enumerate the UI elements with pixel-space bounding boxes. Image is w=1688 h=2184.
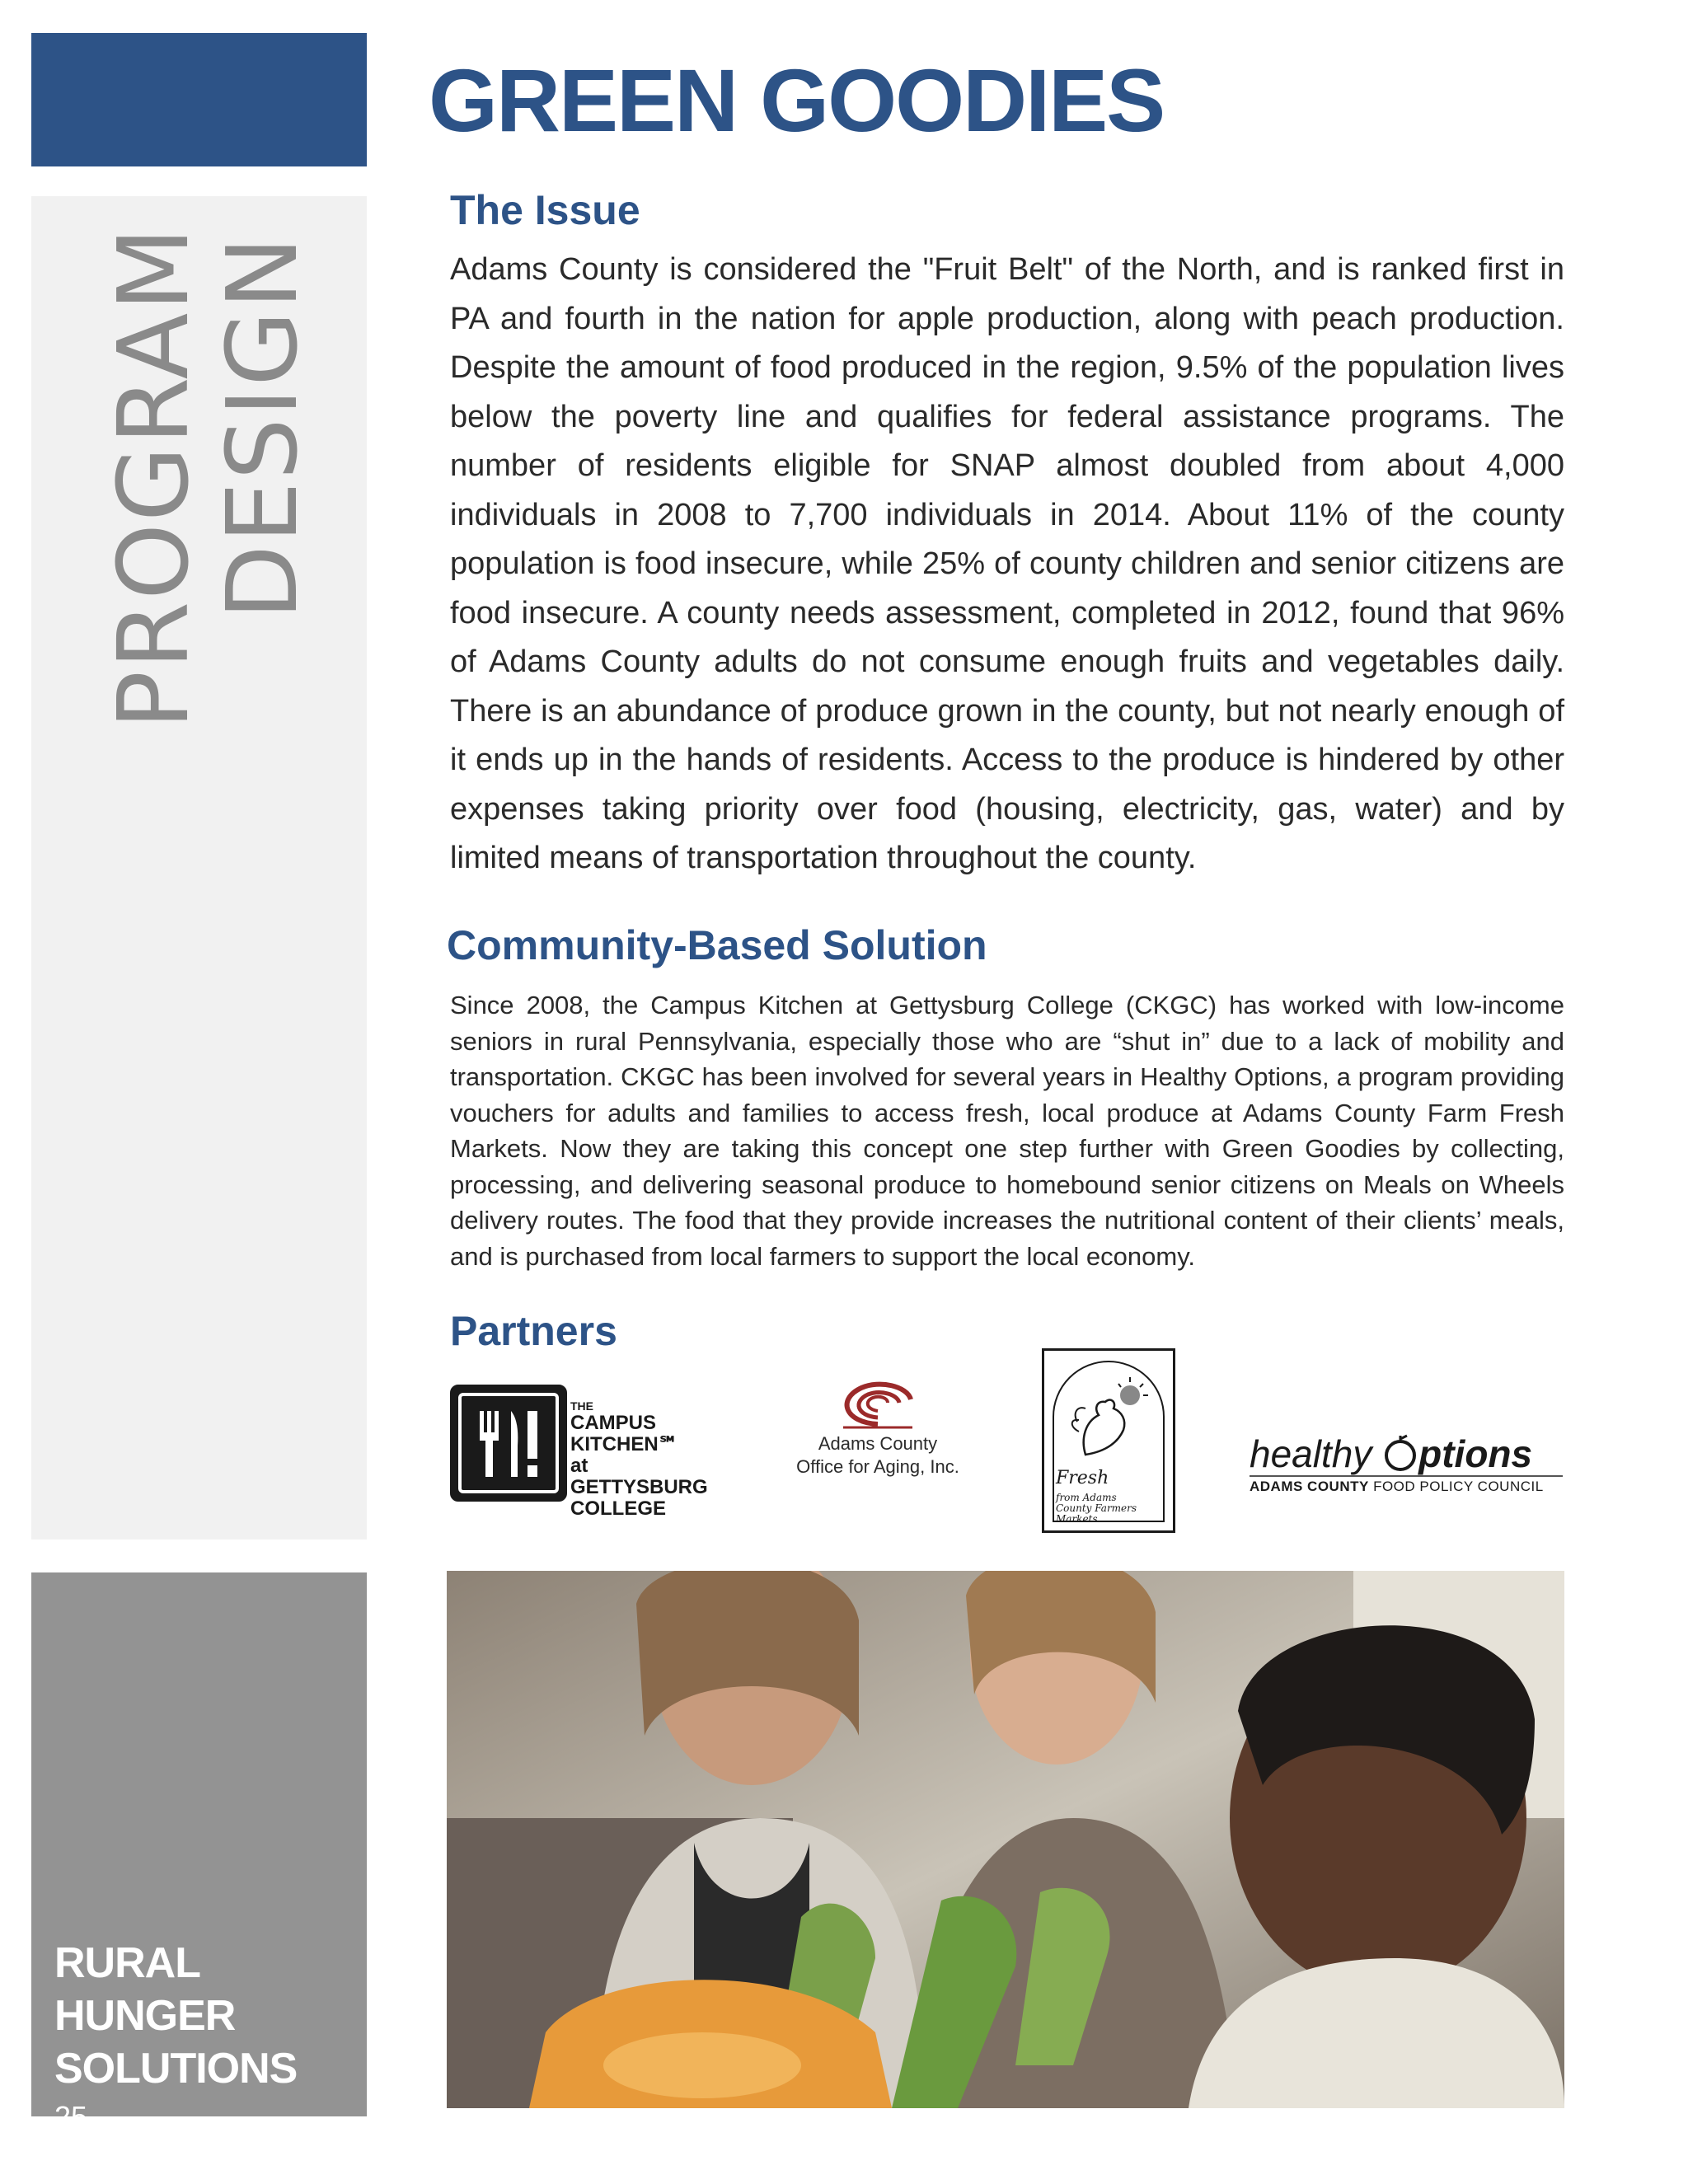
partners-heading: Partners	[450, 1308, 617, 1354]
office-for-aging-logo	[775, 1375, 981, 1498]
ck-line2: CAMPUS KITCHEN℠	[570, 1412, 679, 1455]
ck-line1: THE	[570, 1399, 593, 1413]
farmers-markets-logo	[1042, 1348, 1175, 1533]
vertical-title-line2: DESIGN	[205, 235, 319, 620]
volunteers-photo	[447, 1571, 1564, 2108]
healthy-options-logo	[1250, 1432, 1563, 1507]
apple-icon	[1382, 1434, 1418, 1472]
page-title: GREEN GOODIES	[429, 50, 1165, 150]
rooster-icon	[1061, 1372, 1160, 1463]
issue-heading: The Issue	[450, 187, 640, 233]
healthy-options-tagline	[1250, 1475, 1563, 1495]
page-number: 25	[54, 2100, 88, 2134]
fresh-label: Fresh	[1056, 1468, 1109, 1488]
healthy-word: healthy	[1250, 1432, 1372, 1475]
section-vertical-title	[96, 225, 346, 729]
report-title	[54, 1937, 359, 2095]
solution-paragraph: Since 2008, the Campus Kitchen at Gettysburg College (CKGC) has worked with low-income seniors in rural Pennsylvania, especially those who are “shut in” due to a lack of mobility and transportation. CKGC has been involved for several years in Healthy Options, a program providing vouchers for adults and families to access fresh, local produce at Adams County Farm Fresh Markets. Now they are taking this concept one step further with Green Goodies by collecting, processing, and delivering seasonal produce to homebound senior citizens on Meals on Wheels delivery routes. The food that they provide increases the nutritional content of their clients’ meals, and is purchased from local farmers to support the local economy.	[450, 991, 1564, 1271]
aging-line2: Office for Aging, Inc.	[796, 1456, 959, 1477]
swirl-icon	[828, 1375, 927, 1432]
aging-line1: Adams County	[818, 1433, 938, 1454]
fork-knife-icon	[450, 1385, 567, 1502]
ck-line4: COLLEGE	[570, 1497, 667, 1520]
report-title-line2: SOLUTIONS	[54, 2045, 298, 2093]
header-color-block	[31, 33, 367, 166]
fresh-sub: from Adams County Farmers Markets	[1056, 1492, 1137, 1525]
tagline-bold: ADAMS COUNTY	[1250, 1479, 1369, 1494]
campus-kitchen-logo	[450, 1385, 722, 1520]
tagline-rest: FOOD POLICY COUNCIL	[1368, 1479, 1544, 1494]
issue-paragraph: Adams County is considered the "Fruit Belt" of the North, and is ranked first in PA and fourth in the nation for apple production, along with peach production. Despite the amount of food produced in the region, 9.5% of the population lives below the poverty line and qualifies for federal assistance programs. The number of residents eligible for SNAP almost doubled from about 4,000 individuals in 2008 to 7,700 individuals in 2014. About 11% of the county population is food insecure, while 25% of county children and senior citizens are food insecure. A county needs assessment, completed in 2012, found that 96% of Adams County adults do not consume enough fruits and vegetables daily. There is an abundance of produce grown in the county, but not nearly enough of it ends up in the hands of residents. Access to the produce is hindered by other expenses taking priority over food (housing, electricity, gas, water) and by limited means of transportation throughout the county.	[450, 252, 1564, 875]
solution-heading: Community-Based Solution	[447, 922, 987, 968]
options-word: ptions	[1418, 1432, 1533, 1475]
ck-line3: at GETTYSBURG	[570, 1455, 708, 1498]
report-title-line1: RURAL HUNGER	[54, 1939, 236, 2040]
vertical-title-line1: PROGRAM	[96, 225, 210, 729]
